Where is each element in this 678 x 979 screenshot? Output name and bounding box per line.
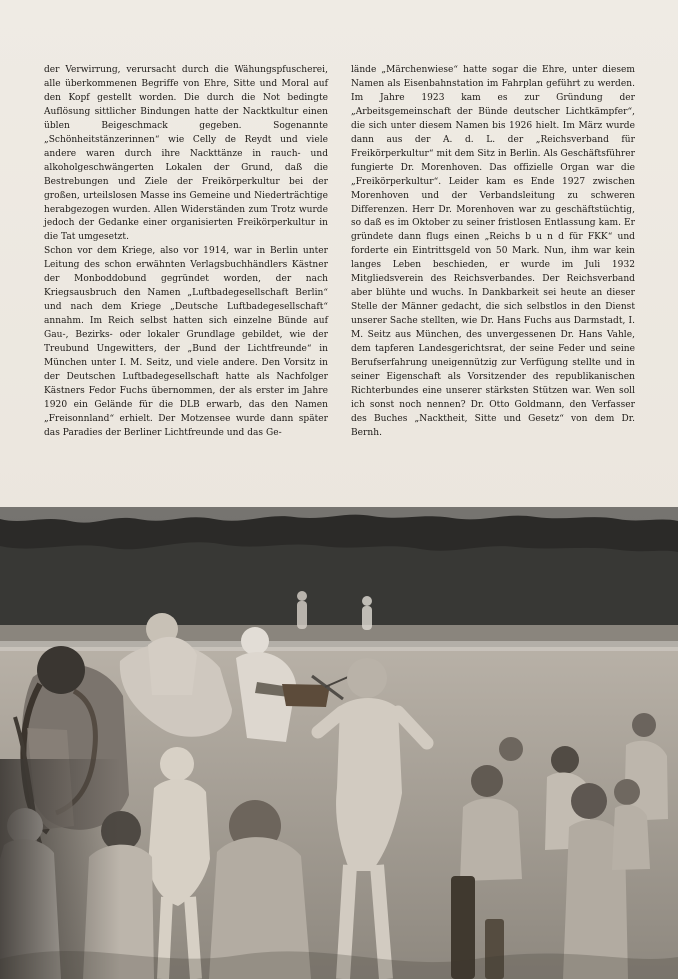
photograph [0, 507, 678, 979]
left-column [44, 64, 328, 469]
right-paragraph-1: lände „Märchenwiese“ hatte sogar die Ehre, unter diesem Namen als Eisenbahnstation im Fahrplan geführt zu werden. Im Jahre 1923 kam es zur Gründung der „Arbeitsgemeinschaft der Bünde deutscher Lichtkämpfer“, die sich unter diesem Namen bis 1926 hielt. Im März wurde dann aus der A. d. L. der „Reichsverband für Freikörperkultur“ mit dem Sitz in Berlin. Als Geschäftsführer fungierte Dr. Morenhoven. Das offizielle Organ war die „Freikörperkultur“. Leider kam es Ende 1927 zwischen Morenhoven und der Verbandsleitung zu schweren Differenzen. Herr Dr. Morenhoven war zu geschäftstüchtig, so daß es im Oktober zu seiner fristlosen Entlassung kam. Er gründete dann flugs einen „Reichs b u n d für FKK“ und forderte ein Eintrittsgeld von 50 Mark. Nun, ihm war kein langes Leben beschieden, er wurde im Juli 1932 Mitgliedsverein des Reichsverbandes. Der Reichsverband aber blühte und wuchs. In Dankbarkeit sei heute an dieser Stelle der Männer gedacht, die sich selbstlos in den Dienst unserer Sache stellten, wie Dr. Hans Fuchs aus Darmstadt, I. M. Seitz aus München, des unvergessenen Dr. Hans Vahle, dem tapferen Landesgerichtsrat, der seine Feder und seine Berufserfahrung uneigennützig zur Verfügung stellte und in seiner Eigenschaft als Vorsitzender des republikanischen Richterbundes eine unserer stärksten Stützen war. Wen soll ich sonst noch nennen? Dr. Otto Goldmann, den Verfasser des Buches „Nacktheit, Sitte und Gesetz“ von dem Dr. Bernh. [351, 65, 635, 438]
left-paragraph-2: Schon vor dem Kriege, also vor 1914, war in Berlin unter Leitung des schon erwähnten Verlagsbuchhändlers Kästner der Monboddobund gegründet worden, der nach Kriegsausbruch den Namen „Luftbadegesellschaft Berlin“ und nach dem Kriege „Deutsche Luftbadegesellschaft“ annahm. Im Reich selbst hatten sich einzelne Bünde auf Gau-, Bezirks- oder lokaler Grundlage gebildet, wie der Treubund Ungewitters, der „Bund der Lichtfreunde“ in München unter I. M. Seitz, und viele andere. Den Vorsitz in der Deutschen Luftbadegesellschaft hatte als Nachfolger Kästners Fedor Fuchs übernommen, der als erster im Jahre 1920 ein Gelände für die DLB erwarb, das den Namen „Freisonnland“ erhielt. Der Motzensee wurde dann später das Paradies der Berliner Lichtfreunde und das Ge- [44, 246, 328, 438]
right-column [351, 64, 635, 469]
left-paragraph-1: der Verwirrung, verursacht durch die Wähungspfuscherei, alle überkommenen Begriffe von Ehre, Sitte und Moral auf den Kopf gestellt worden. Die durch die Not bedingte Auflösung sittlicher Bindungen hatte der Nacktkultur einen üblen Beigeschmack gegeben. Sogenannte „Schönheitstänzerinnen“ wie Celly de Reydt und viele andere waren durch ihre Nackttänze in rauch- und alkoholgeschwängerten Lokalen der Grund, daß die Bestrebungen und Ziele der Freikörperkultur bei der großen, urteilslosen Masse ins Gemeine und Niederträchtige herabgezogen wurden. Allen Widerständen zum Trotz wurde jedoch der Gedanke einer organisierten Freikörperkultur in die Tat umgesetzt. [44, 65, 328, 243]
photograph-icon [0, 507, 678, 979]
article-text [44, 64, 635, 469]
